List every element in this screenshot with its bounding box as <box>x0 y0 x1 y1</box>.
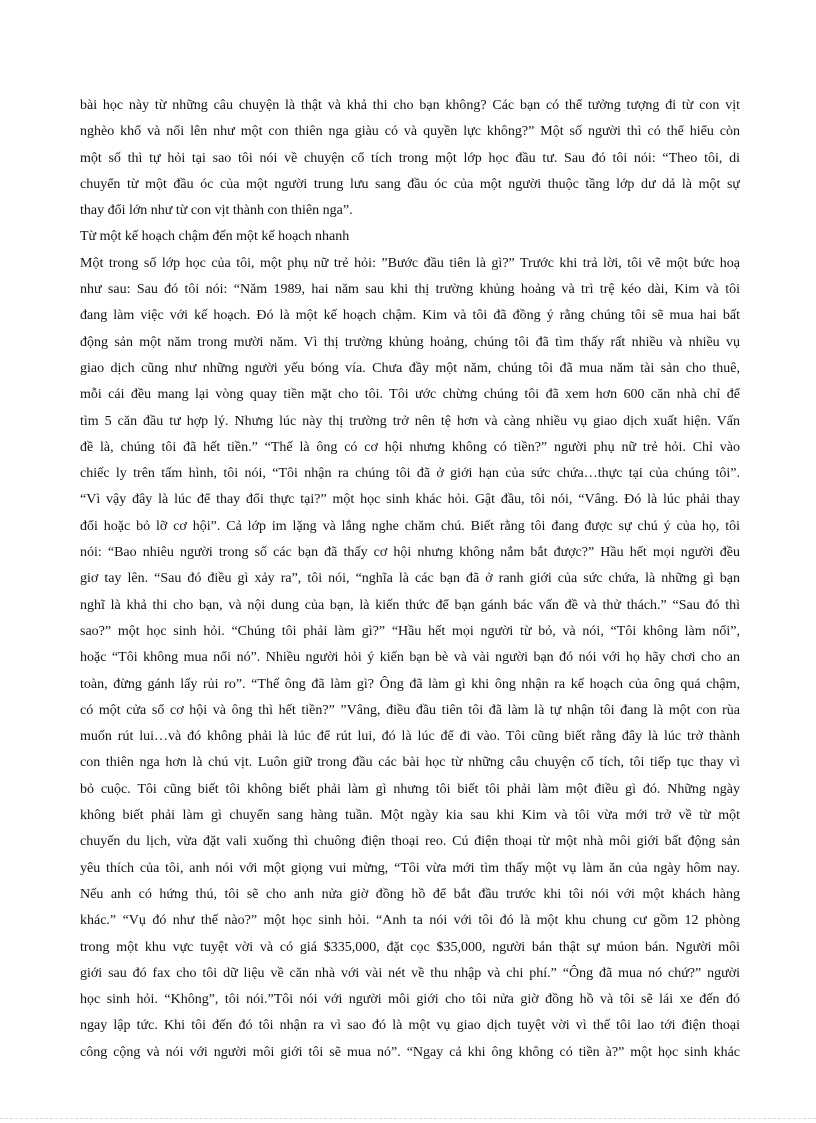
text-line: tìm 5 căn đầu tư hợp lý. Nhưng lúc này thị trường trở nên tệ hơn và càng nhiều vụ giao dịch xuất hiện. Vấn <box>80 413 740 429</box>
text-line: Một trong số lớp học của tôi, một phụ nữ trẻ hỏi: ”Bước đầu tiên là gì?” Trước khi trả lời, tôi vẽ một bức hoạ <box>80 255 740 271</box>
text-line: bỏ cuộc. Tôi cũng biết tôi không biết phải làm gì nhưng tôi biết tôi phải làm một điều gì đó. Những ngày <box>80 781 740 797</box>
text-line: Nếu anh có hứng thú, tôi sẽ cho anh nửa giờ đồng hồ để bắt đầu trước khi tôi nói với một khách hàng <box>80 886 740 902</box>
text-line: chiếc ly trên tấm hình, tôi nói, “Tôi nhận ra chúng tôi đã ở giới hạn của sức chứa…thực tại của chúng tôi”. <box>80 466 740 482</box>
text-line: một số thì tự hỏi tại sao tôi nói về chuyện cổ tích trong một lớp học đầu tư. Sau đó tôi nói: “Theo tôi, di <box>80 150 740 166</box>
text-line: “Vì vậy đây là lúc để thay đổi thực tại?” một học sinh khác hỏi. Gật đầu, tôi nói, “Vâng. Đó là lúc phải thay <box>80 492 740 508</box>
text-line: nghèo khổ và nổi lên như một con thiên nga giàu có và quyền lực không?” Một số người thì có thể hiểu còn <box>80 124 740 140</box>
text-line: chuyến du lịch, vừa đặt vali xuống thì chuông điện thoại reo. Cú điện thoại từ một nhà môi giới bất động sản <box>80 834 740 850</box>
text-line: chuyển từ một đầu óc của một người trung lưu sang đầu óc của một người thuộc tầng lớp dư dả là một sự <box>80 176 740 192</box>
text-line: học sinh hỏi. “Không”, tôi nói.”Tôi nói với người môi giới cho tôi nửa giờ đồng hồ và tôi sẽ lái xe đến đó <box>80 992 740 1008</box>
text-line: có một cửa sổ cơ hội và ông thì hết tiền?” ”Vâng, điều đầu tiên tôi đã làm là tự nhận tôi đang là một con rùa <box>80 702 740 718</box>
document-page <box>80 93 740 1066</box>
text-line: như sau: Sau đó tôi nói: “Năm 1989, hai năm sau khi thị trường khủng hoảng và trì trệ kéo dài, Kim và tôi <box>80 282 740 298</box>
text-line: giơ tay lên. “Sau đó điều gì xảy ra”, tôi nói, “nghĩa là các bạn đã ở ranh giới của sức chứa, là những gì bạn <box>80 571 740 587</box>
page-bottom-border <box>0 1118 816 1119</box>
text-line: nghĩ là khả thi cho bạn, và nội dung của bạn, là kiến thức để bạn gánh bác vấn đề và thử thách.” “Sau đó thì <box>80 597 740 613</box>
text-line: công cộng và nói với người môi giới tôi sẽ mua nó”. “Ngay cả khi ông không có tiền à?” một học sinh khác <box>80 1044 740 1060</box>
text-line: không biết phải làm gì chuyển sang hàng tuần. Một ngày kia sau khi Kim và tôi vừa mới trở về từ một <box>80 808 740 824</box>
text-line: toàn, đừng gánh lấy rủi ro”. “Thế ông đã làm gì? Ông đã làm gì khi ông nhận ra kế hoạch của ông quá chậm, <box>80 676 740 692</box>
text-line: muốn rút lui…và đó không phải là lúc để rút lui, đó là lúc để đi vào. Tôi cũng biết rằng đây là lúc trở thành <box>80 729 740 745</box>
text-line: đang làm việc với kế hoạch. Đó là một kế hoạch chậm. Kim và tôi đã đồng ý rằng chúng tôi sẽ mua hai bất <box>80 308 740 324</box>
section-heading: Từ một kế hoạch chậm đến một kế hoạch nhanh <box>80 229 350 245</box>
text-line: giới sau đó fax cho tôi dữ liệu về căn nhà với vài nét về thu nhập và chi phí.” “Ông đã mua nó chứ?” người <box>80 965 740 981</box>
text-line: hoặc “Tôi không mua nổi nó”. Nhiều người hỏi ý kiến bạn bè và vài người bạn đó nói với họ hãy chơi cho an <box>80 650 740 666</box>
text-line: khác.” “Vụ đó như thế nào?” một học sinh hỏi. “Anh ta nói với tôi đó là một khu chung cư gồm 12 phòng <box>80 913 740 929</box>
text-line: trong một khu vực tuyệt vời và có giá $335,000, đặt cọc $35,000, người bán thật sự múon bán. Người môi <box>80 939 740 955</box>
text-line: ngay lập tức. Khi tôi đến đó tôi nhận ra vì sao đó là một vụ giao dịch tuyệt vời vì thế tôi lao tới điện thoại <box>80 1018 740 1034</box>
text-line: nói: “Bao nhiêu người trong số các bạn đã thấy cơ hội nhưng không nắm bắt được?” Hầu hết mọi người đều <box>80 545 740 561</box>
text-line: thay đổi lớn như từ con vịt thành con thiên nga”. <box>80 203 353 219</box>
text-line: bài học này từ những câu chuyện là thật và khả thi cho bạn không? Các bạn có thể tưởng tượng đi từ con vịt <box>80 98 740 113</box>
text-line: sao?” một học sinh hỏi. “Chúng tôi phải làm gì?” “Hầu hết mọi người từ bỏ, và nói, “Tôi không làm nổi”, <box>80 623 740 639</box>
text-line: đổi hoặc bỏ lỡ cơ hội”. Cả lớp im lặng và lắng nghe chăm chú. Biết rằng tôi đang được sự chú ý của họ, tôi <box>80 518 740 534</box>
text-line: đề là, chúng tôi đã hết tiền.” “Thế là ông có cơ hội nhưng không có tiền?” người phụ nữ trẻ hỏi. Chỉ vào <box>80 439 740 455</box>
text-line: con thiên nga hơn là chú vịt. Luôn giữ trong đầu các bài học từ những câu chuyện cổ tích, tôi tiếp tục thay vì <box>80 755 740 771</box>
text-line: yêu thích của tôi, anh nói với một giọng vui mừng, “Tôi vừa mới tìm thấy một vụ làm ăn của ngày hôm nay. <box>80 860 740 876</box>
text-line: mỗi cái đều mang lại vòng quay tiền mặt cho tôi. Tôi ước chừng chúng tôi đã xem hơn 600 căn nhà chỉ để <box>80 387 740 403</box>
text-line: giao dịch cũng như những người yếu bóng vía. Chưa đầy một năm, chúng tôi đã mua năm tài sản cho thuê, <box>80 360 740 376</box>
text-line: động sản một năm trong mười năm. Vì thị trường khủng hoảng, chúng tôi đã tìm thấy rất nhiều và nhiều vụ <box>80 334 740 350</box>
